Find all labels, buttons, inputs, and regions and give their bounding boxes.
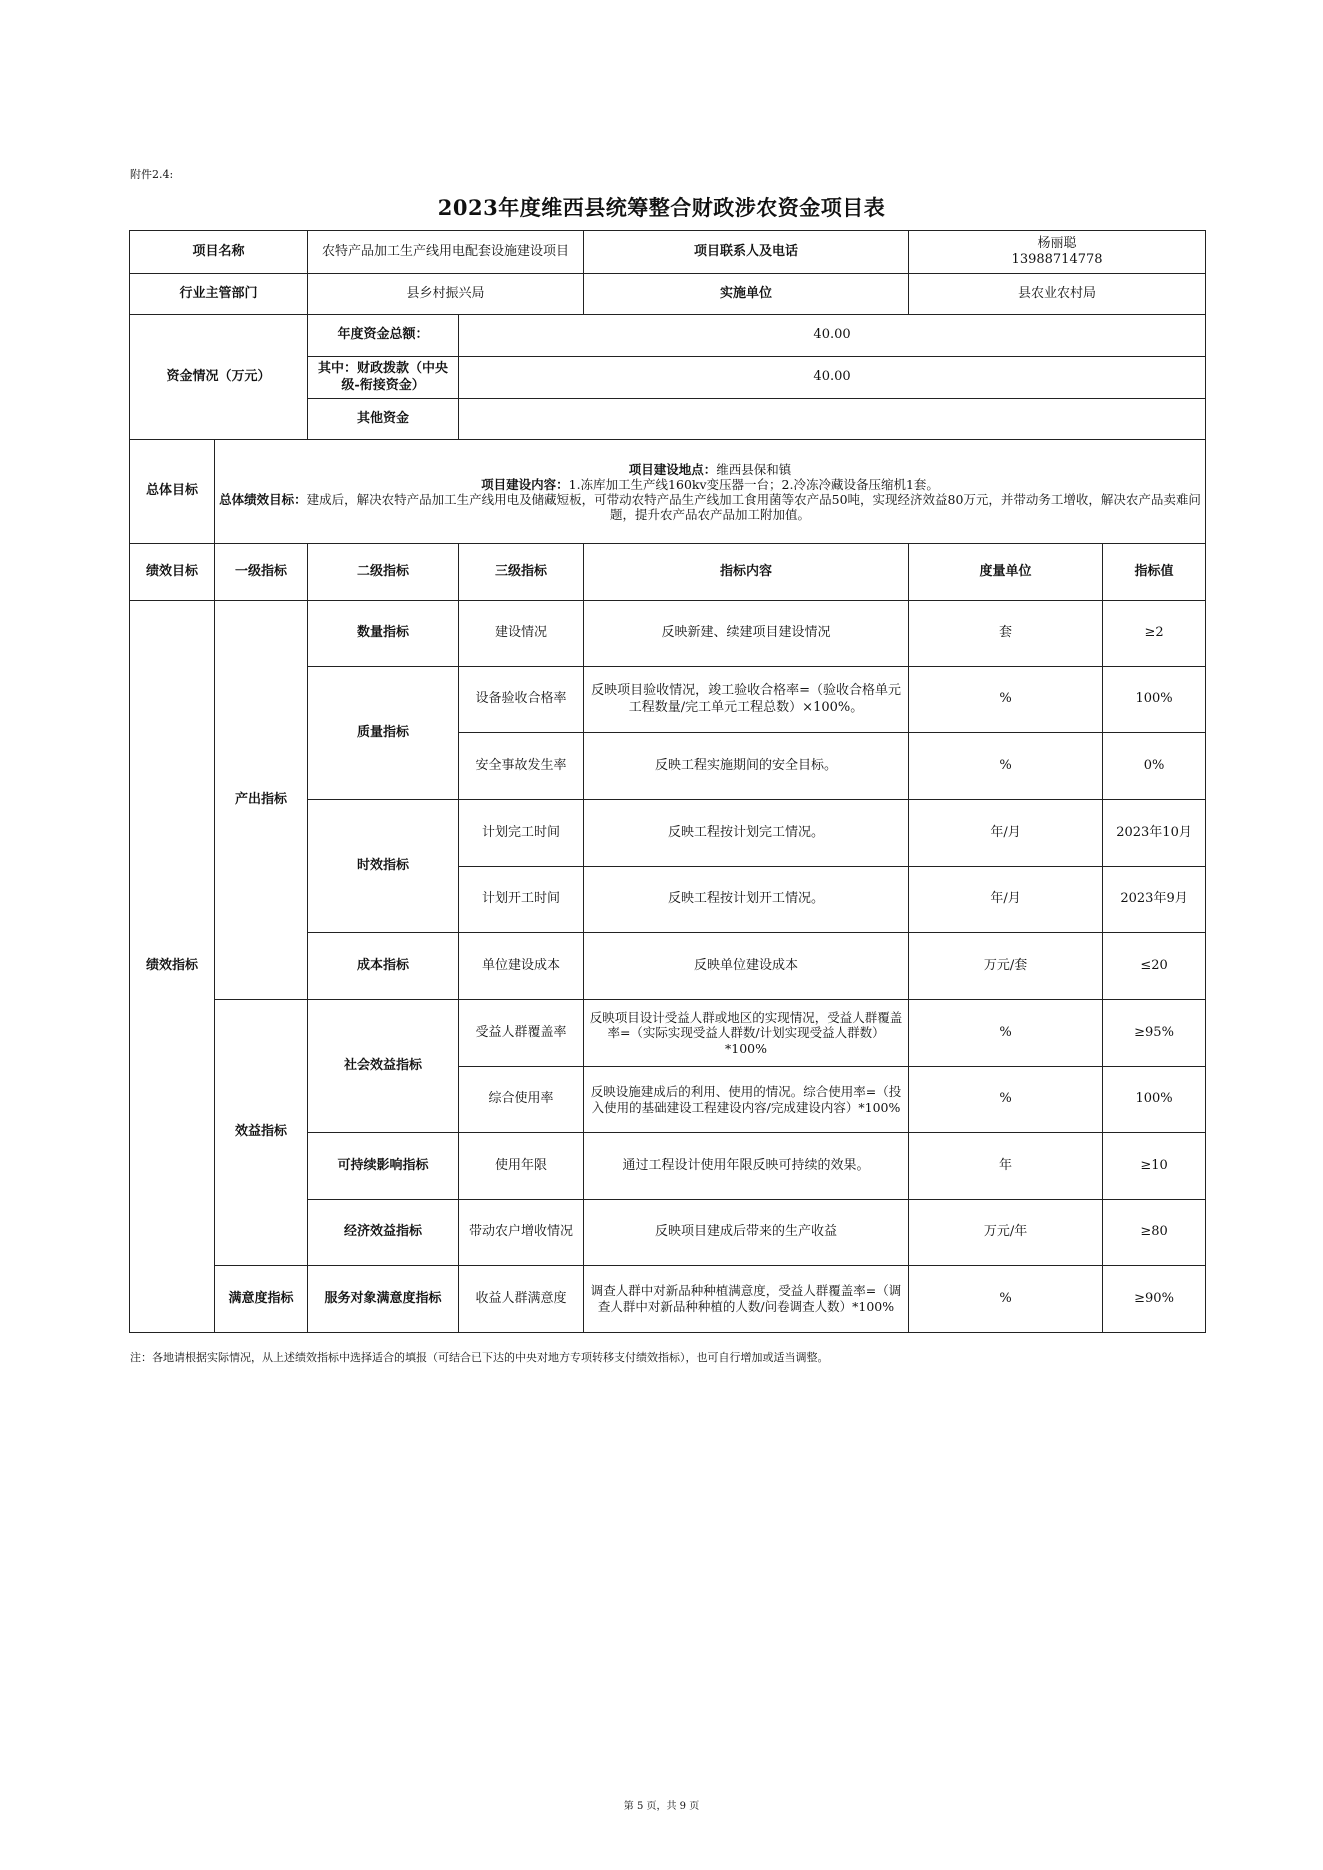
sustain-label: 可持续影响指标 [308, 1133, 459, 1200]
row-unit: 年/月 [909, 800, 1103, 867]
goal-label: 总体目标 [130, 440, 215, 544]
funds-fiscal-value: 40.00 [459, 357, 1206, 399]
quantity-label: 数量指标 [308, 601, 459, 667]
row-unit: 万元/年 [909, 1200, 1103, 1266]
benefit-label: 效益指标 [215, 1000, 308, 1266]
economic-label: 经济效益指标 [308, 1200, 459, 1266]
row-content: 反映工程按计划开工情况。 [584, 867, 909, 933]
service-label: 服务对象满意度指标 [308, 1266, 459, 1333]
row-value: ≥10 [1103, 1133, 1206, 1200]
funds-total-label: 年度资金总额： [308, 315, 459, 357]
row-l3: 安全事故发生率 [459, 733, 584, 800]
goal-performance: 总体绩效目标：建成后，解决农特产品加工生产线用电及储藏短板，可带动农特产品生产线加工食用菌等农产品50吨，实现经济效益80万元，并带动务工增收，解决农产品卖难问题，提升农产品农产品加工附加值。 [219, 491, 1201, 522]
dept-label: 行业主管部门 [130, 274, 308, 315]
row-unit: % [909, 1000, 1103, 1067]
row-l3: 计划开工时间 [459, 867, 584, 933]
page-number: 第 5 页，共 9 页 [623, 1801, 700, 1812]
header-perf-goal: 绩效目标 [130, 544, 215, 601]
row-content: 反映项目设计受益人群或地区的实现情况，受益人群覆盖率=（实际实现受益人群数/计划实现受益人群数）*100% [584, 1000, 909, 1067]
row-content: 反映单位建设成本 [584, 933, 909, 1000]
attachment-label: 附件2.4: [130, 168, 174, 181]
row-l3: 收益人群满意度 [459, 1266, 584, 1333]
row-value: 0% [1103, 733, 1206, 800]
output-label: 产出指标 [215, 601, 308, 1000]
goal-content [215, 440, 1206, 544]
header-content: 指标内容 [584, 544, 909, 601]
cost-label: 成本指标 [308, 933, 459, 1000]
social-label: 社会效益指标 [308, 1000, 459, 1133]
satisfaction-label: 满意度指标 [215, 1266, 308, 1333]
row-content: 反映工程按计划完工情况。 [584, 800, 909, 867]
row-value: 2023年9月 [1103, 867, 1206, 933]
header-unit: 度量单位 [909, 544, 1103, 601]
goal-location: 项目建设地点：维西县保和镇 [628, 461, 792, 477]
row-value: ≥95% [1103, 1000, 1206, 1067]
contact-label: 项目联系人及电话 [584, 231, 909, 274]
row-unit: % [909, 1266, 1103, 1333]
header-level2: 二级指标 [308, 544, 459, 601]
funds-total-row [130, 315, 1206, 357]
table-row [130, 601, 1206, 667]
row-value: ≥80 [1103, 1200, 1206, 1266]
footnote: 注：各地请根据实际情况，从上述绩效指标中选择适合的填报（可结合已下达的中央对地方专项转移支付绩效指标），也可自行增加或适当调整。 [130, 1351, 829, 1364]
funds-other-value [459, 399, 1206, 440]
row-value: ≥90% [1103, 1266, 1206, 1333]
header-value: 指标值 [1103, 544, 1206, 601]
header-level3: 三级指标 [459, 544, 584, 601]
timeliness-label: 时效指标 [308, 800, 459, 933]
table-row [130, 1000, 1206, 1067]
row-unit: % [909, 1067, 1103, 1133]
row-value: ≤20 [1103, 933, 1206, 1000]
row-l3: 受益人群覆盖率 [459, 1000, 584, 1067]
row-unit: 万元/套 [909, 933, 1103, 1000]
table-row [130, 1266, 1206, 1333]
row-unit: % [909, 667, 1103, 733]
row-unit: 年/月 [909, 867, 1103, 933]
row-content: 反映项目验收情况，竣工验收合格率=（验收合格单元工程数量/完工单元工程总数）×100%。 [584, 667, 909, 733]
row-content: 反映新建、续建项目建设情况 [584, 601, 909, 667]
quality-label: 质量指标 [308, 667, 459, 800]
impl-value: 县农业农村局 [909, 274, 1206, 315]
project-name-row [130, 231, 1206, 274]
row-content: 调查人群中对新品种种植满意度，受益人群覆盖率=（调查人群中对新品种种植的人数/问卷调查人数）*100% [584, 1266, 909, 1333]
row-unit: 年 [909, 1133, 1103, 1200]
page-title: 2023年度维西县统筹整合财政涉农资金项目表 [437, 195, 886, 220]
row-l3: 单位建设成本 [459, 933, 584, 1000]
row-l3: 建设情况 [459, 601, 584, 667]
indicators-label: 绩效指标 [130, 601, 215, 1333]
project-name-value: 农特产品加工生产线用电配套设施建设项目 [308, 231, 584, 274]
goal-row [130, 440, 1206, 544]
row-l3: 计划完工时间 [459, 800, 584, 867]
header-level1: 一级指标 [215, 544, 308, 601]
row-value: ≥2 [1103, 601, 1206, 667]
row-l3: 设备验收合格率 [459, 667, 584, 733]
project-table [129, 230, 1206, 1333]
row-content: 反映设施建成后的利用、使用的情况。综合使用率=（投入使用的基础建设工程建设内容/完成建设内容）*100% [584, 1067, 909, 1133]
dept-row [130, 274, 1206, 315]
goal-build-content: 项目建设内容：1.冻库加工生产线160kv变压器一台；2.冷冻冷藏设备压缩机1套。 [481, 476, 939, 492]
funds-total-value: 40.00 [459, 315, 1206, 357]
row-content: 通过工程设计使用年限反映可持续的效果。 [584, 1133, 909, 1200]
row-value: 100% [1103, 667, 1206, 733]
row-unit: 套 [909, 601, 1103, 667]
row-content: 反映工程实施期间的安全目标。 [584, 733, 909, 800]
contact-cell [909, 231, 1206, 274]
indicator-header-row [130, 544, 1206, 601]
row-unit: % [909, 733, 1103, 800]
row-l3: 综合使用率 [459, 1067, 584, 1133]
funds-fiscal-label: 其中：财政拨款（中央级-衔接资金） [308, 357, 459, 399]
row-value: 100% [1103, 1067, 1206, 1133]
row-content: 反映项目建成后带来的生产收益 [584, 1200, 909, 1266]
row-l3: 带动农户增收情况 [459, 1200, 584, 1266]
funds-other-label: 其他资金 [308, 399, 459, 440]
dept-value: 县乡村振兴局 [308, 274, 584, 315]
contact-phone: 13988714778 [1011, 252, 1103, 267]
impl-label: 实施单位 [584, 274, 909, 315]
funds-label: 资金情况（万元） [130, 315, 308, 440]
row-l3: 使用年限 [459, 1133, 584, 1200]
contact-name: 杨丽聪 [1037, 235, 1077, 251]
row-value: 2023年10月 [1103, 800, 1206, 867]
project-name-label: 项目名称 [130, 231, 308, 274]
